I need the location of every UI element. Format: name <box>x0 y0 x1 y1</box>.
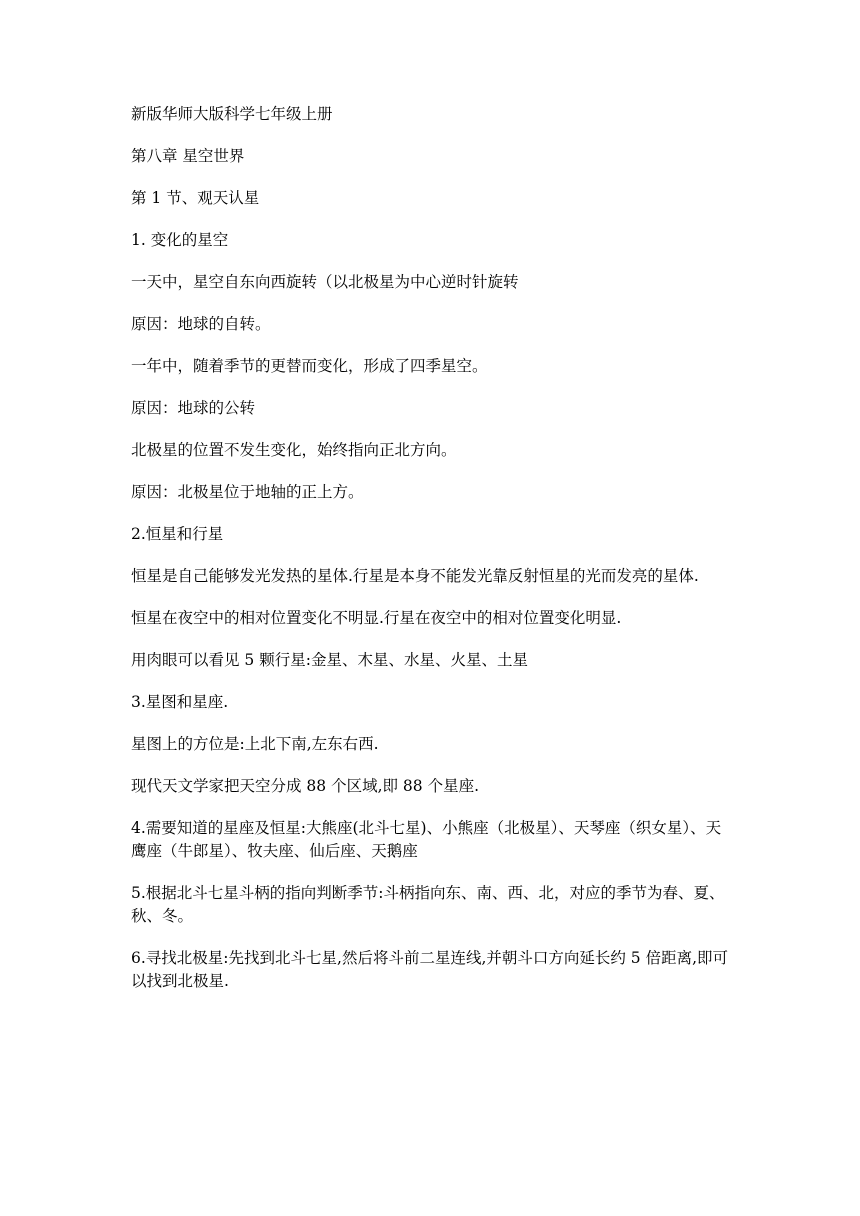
paragraph-find-polaris: 6.寻找北极星:先找到北斗七星,然后将斗前二星连线,并朝斗口方向延长约 5 倍距离,即可以找到北极星. <box>131 949 729 990</box>
paragraph-yearly-change: 一年中，随着季节的更替而变化，形成了四季星空。 <box>131 357 488 375</box>
subsection-heading-2: 2.恒星和行星 <box>131 525 224 543</box>
document-title: 新版华师大版科学七年级上册 <box>131 105 333 123</box>
paragraph-visible-planets: 用肉眼可以看见 5 颗行星:金星、木星、水星、火星、土星 <box>131 651 528 669</box>
paragraph-reason-polaris: 原因：北极星位于地轴的正上方。 <box>131 483 364 501</box>
document-body <box>131 103 731 1012</box>
paragraph-big-dipper-seasons: 5.根据北斗七星斗柄的指向判断季节:斗柄指向东、南、西、北，对应的季节为春、夏、秋、冬。 <box>131 884 725 925</box>
paragraph-star-map-directions: 星图上的方位是:上北下南,左东右西. <box>131 735 379 753</box>
paragraph-daily-rotation: 一天中，星空自东向西旋转（以北极星为中心逆时针旋转 <box>131 273 519 291</box>
paragraph-polaris-position: 北极星的位置不发生变化，始终指向正北方向。 <box>131 441 457 459</box>
section-heading: 第 1 节、观天认星 <box>131 189 260 207</box>
paragraph-88-constellations: 现代天文学家把天空分成 88 个区域,即 88 个星座. <box>131 777 480 795</box>
paragraph-reason-rotation: 原因：地球的自转。 <box>131 315 271 333</box>
subsection-heading-3: 3.星图和星座. <box>131 693 229 711</box>
paragraph-reason-revolution: 原因：地球的公转 <box>131 399 256 417</box>
chapter-heading: 第八章 星空世界 <box>131 147 245 165</box>
paragraph-stars-planets-definition: 恒星是自己能够发光发热的星体.行星是本身不能发光靠反射恒星的光而发亮的星体. <box>131 567 699 585</box>
paragraph-constellations-list: 4.需要知道的星座及恒星:大熊座(北斗七星)、小熊座（北极星）、天琴座（织女星）、天鹰座（牛郎星）、牧夫座、仙后座、天鹅座 <box>131 819 722 860</box>
paragraph-relative-position: 恒星在夜空中的相对位置变化不明显.行星在夜空中的相对位置变化明显. <box>131 609 622 627</box>
subsection-heading-1: 1. 变化的星空 <box>131 231 229 249</box>
